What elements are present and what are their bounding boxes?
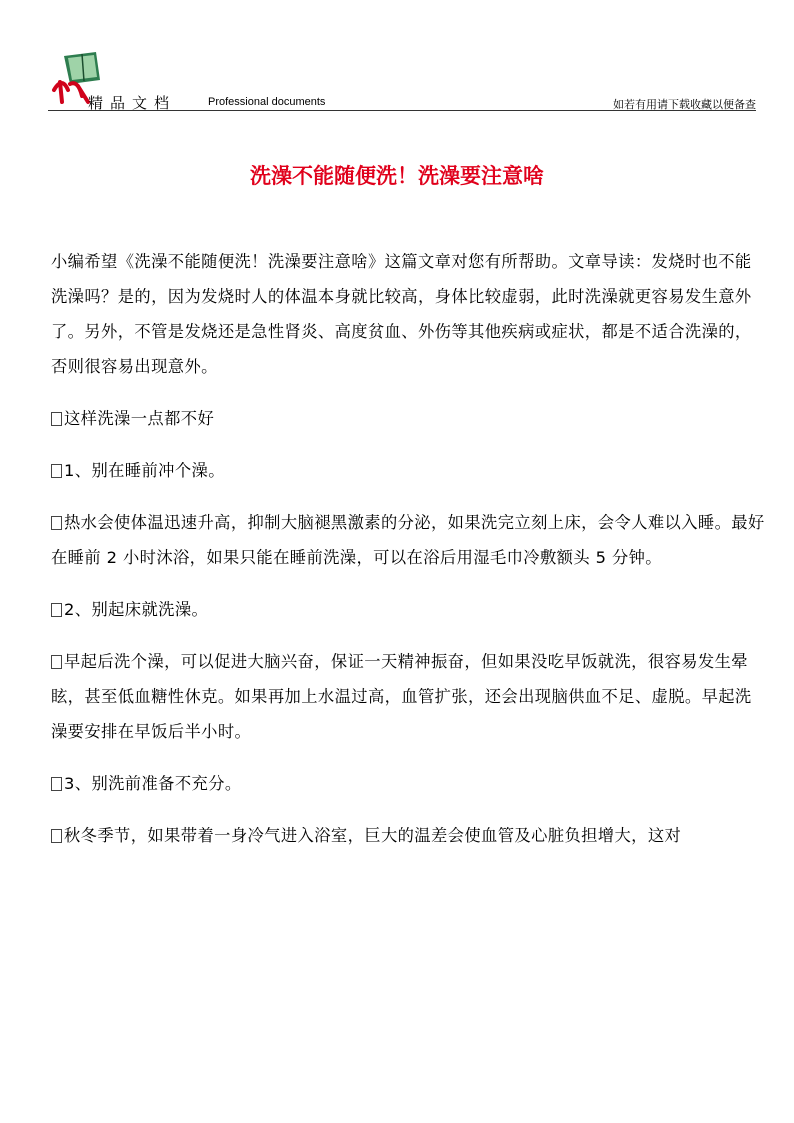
document-header <box>48 50 756 112</box>
missing-glyph-box-icon <box>51 829 62 843</box>
paragraph-text: 3、别洗前准备不充分。 <box>64 774 242 793</box>
paragraph <box>51 644 766 749</box>
missing-glyph-box-icon <box>51 516 62 530</box>
paragraph-text: 热水会使体温迅速升高，抑制大脑褪黑激素的分泌，如果洗完立刻上床，会令人难以入睡。最好在睡前 2 小时沐浴，如果只能在睡前洗澡，可以在浴后用湿毛巾冷敷额头 5 分钟。 <box>51 513 765 567</box>
paragraph <box>51 244 766 384</box>
missing-glyph-box-icon <box>51 412 62 426</box>
paragraph <box>51 401 766 436</box>
brand-english-label: Professional documents <box>208 96 326 108</box>
paragraph-text: 小编希望《洗澡不能随便洗！洗澡要注意啥》这篇文章对您有所帮助。文章导读：发烧时也不能洗澡吗？是的，因为发烧时人的体温本身就比较高，身体比较虚弱，此时洗澡就更容易发生意外了。另外，不管是发烧还是急性肾炎、高度贫血、外伤等其他疾病或症状，都是不适合洗澡的，否则很容易出现意外。 <box>51 252 752 376</box>
paragraph <box>51 505 766 575</box>
brand-label: 精品文档 <box>88 94 177 112</box>
missing-glyph-box-icon <box>51 464 62 478</box>
missing-glyph-box-icon <box>51 603 62 617</box>
header-note: 如若有用请下载收藏以便备查 <box>613 98 756 111</box>
paragraph-text: 早起后洗个澡，可以促进大脑兴奋，保证一天精神振奋，但如果没吃早饭就洗，很容易发生晕眩，甚至低血糖性休克。如果再加上水温过高，血管扩张，还会出现脑供血不足、虚脱。早起洗澡要安排在早饭后半小时。 <box>51 652 752 741</box>
paragraph-text: 这样洗澡一点都不好 <box>64 409 215 428</box>
missing-glyph-box-icon <box>51 655 62 669</box>
paragraph <box>51 453 766 488</box>
paragraph <box>51 766 766 801</box>
paragraph-text: 2、别起床就洗澡。 <box>64 600 209 619</box>
document-title: 洗澡不能随便洗！洗澡要注意啥 <box>250 164 544 188</box>
paragraph-text: 秋冬季节，如果带着一身冷气进入浴室，巨大的温差会使血管及心脏负担增大，这对 <box>64 826 682 845</box>
document-body <box>51 244 766 870</box>
paragraph <box>51 592 766 627</box>
paragraph-text: 1、别在睡前冲个澡。 <box>64 461 225 480</box>
header-divider <box>48 110 756 111</box>
missing-glyph-box-icon <box>51 777 62 791</box>
paragraph <box>51 818 766 853</box>
